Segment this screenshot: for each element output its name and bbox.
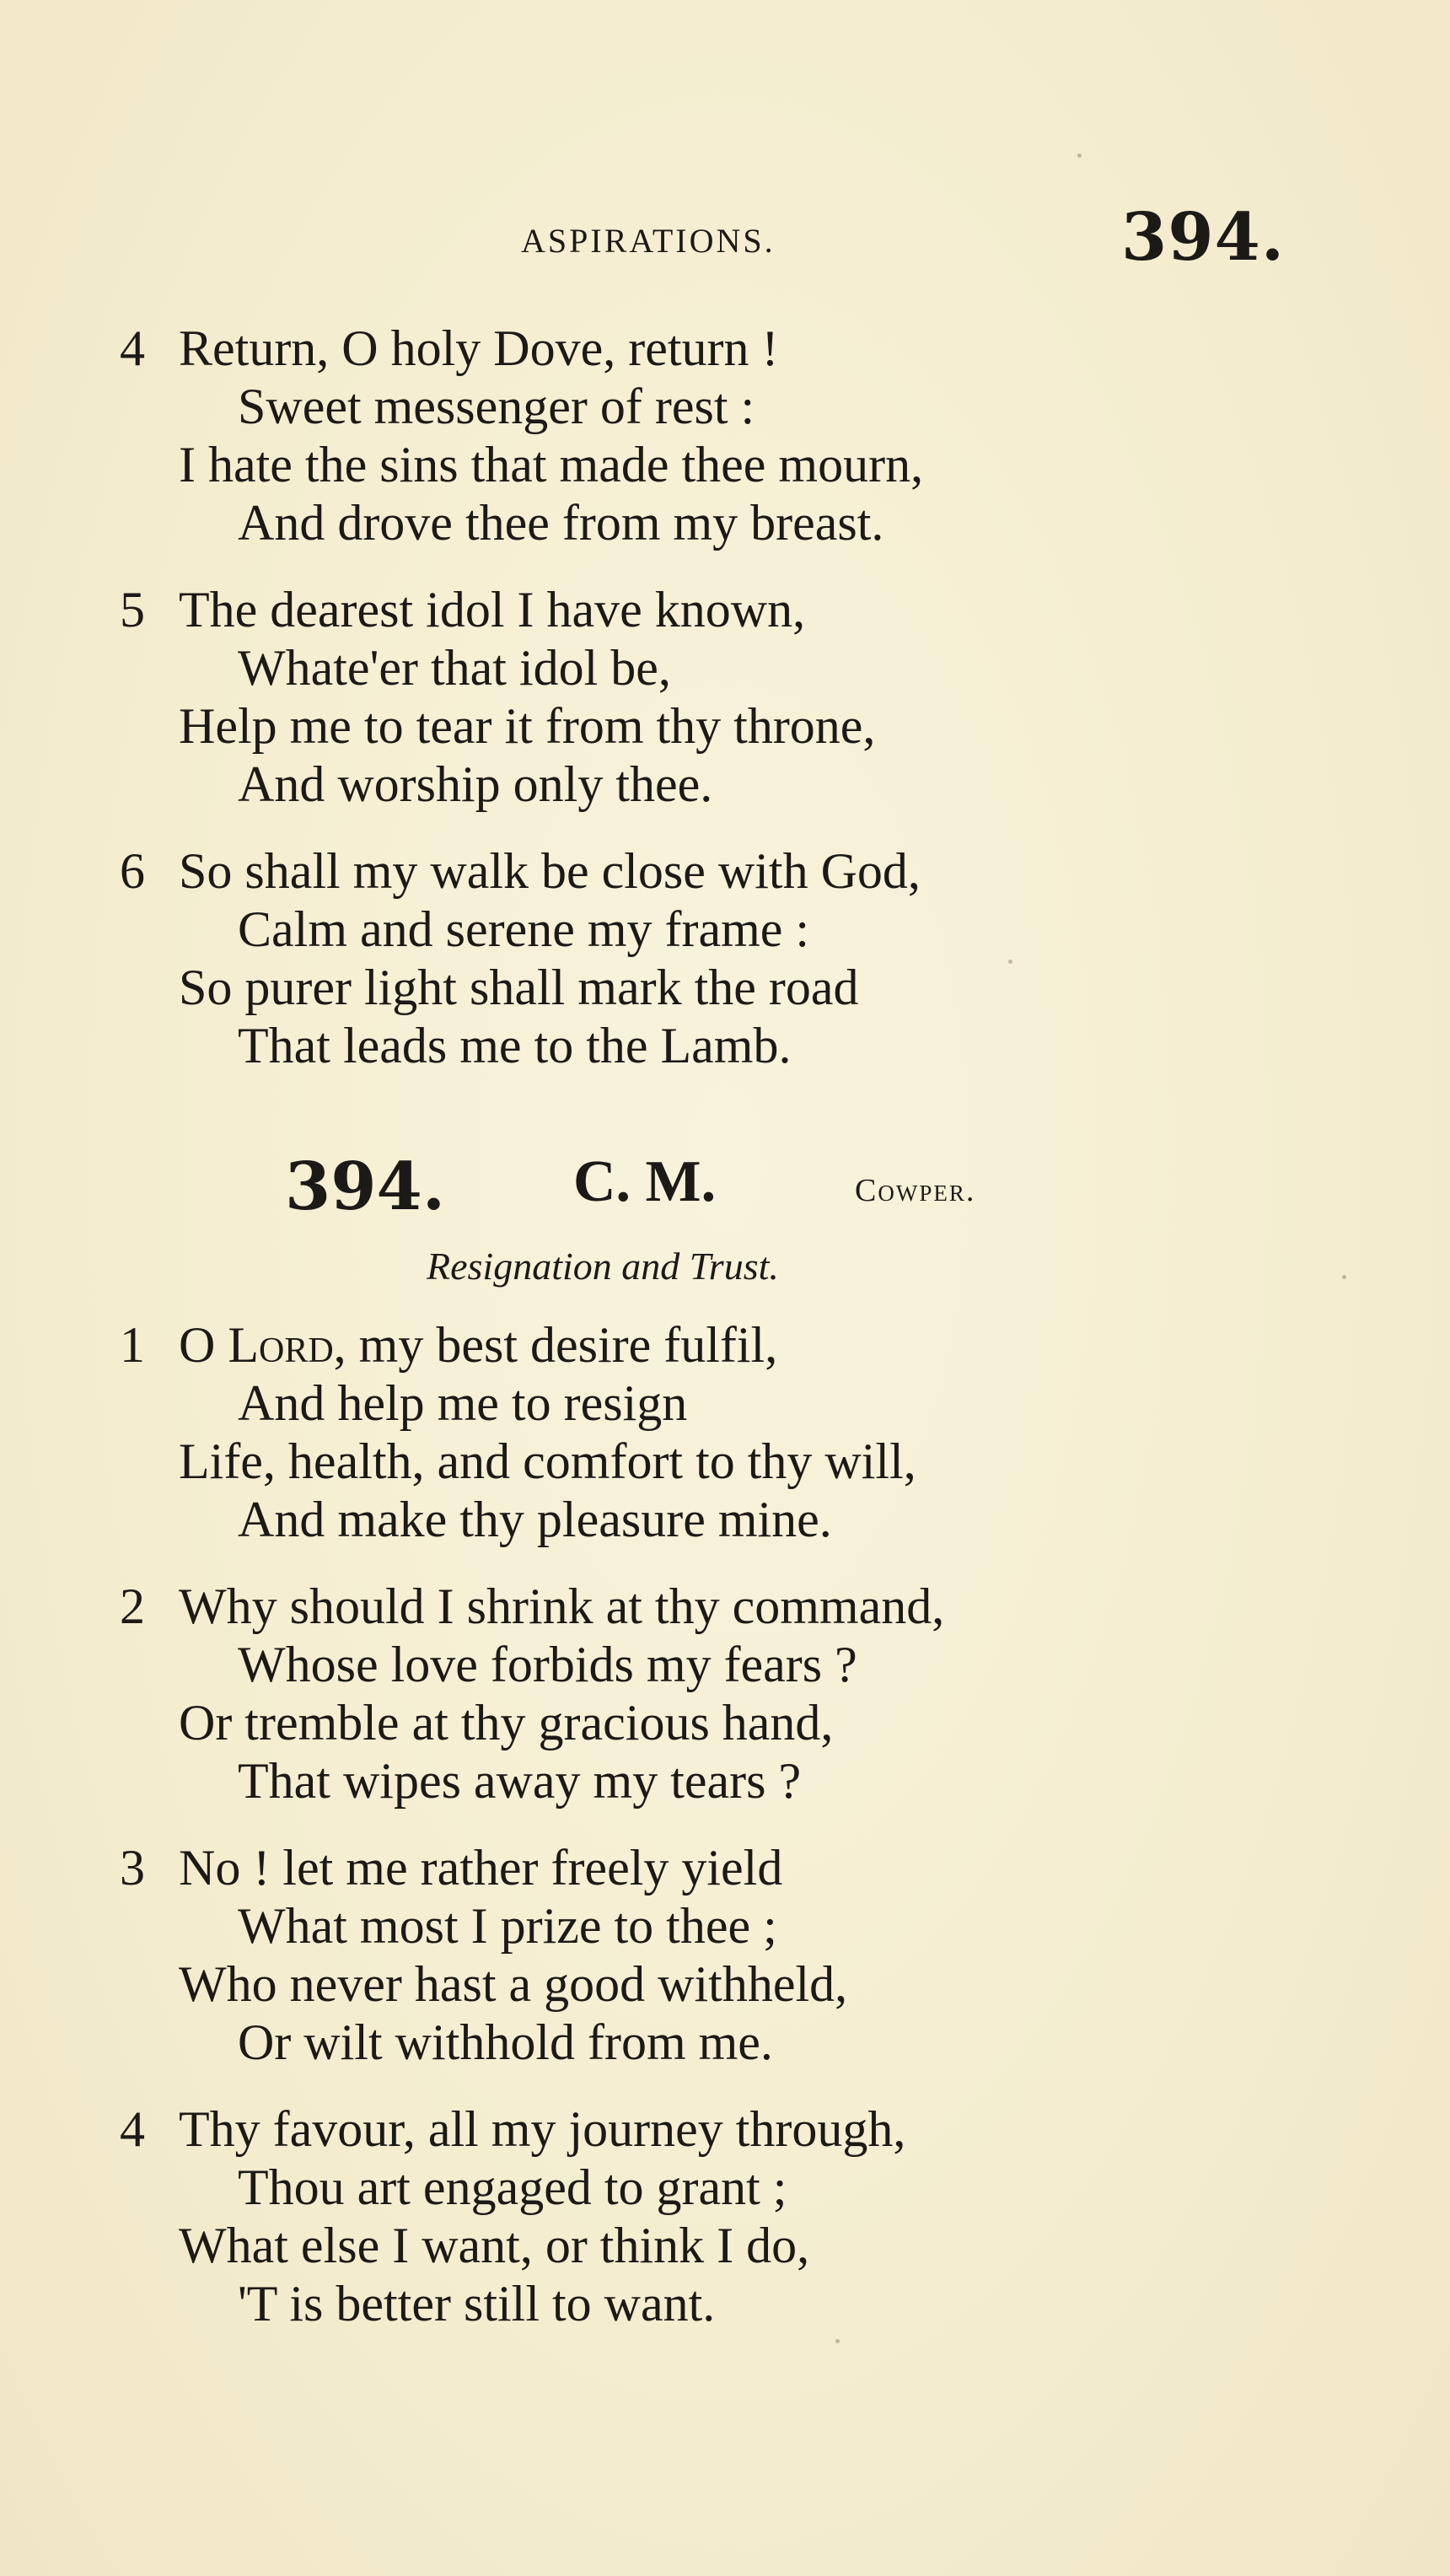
verse-line: Sweet messenger of rest : [238,379,755,434]
verse-line: Or wilt withhold from me. [238,2014,773,2070]
verse-line: Who never hast a good withheld, [179,1956,848,2012]
verse-line: I hate the sins that made thee mourn, [179,437,924,492]
hymn-number: 394. [285,1148,445,1225]
verse-line: 'T is better still to want. [238,2276,716,2331]
verse-line: That leads me to the Lamb. [238,1018,792,1073]
verse-line: What most I prize to thee ; [238,1898,777,1954]
paper-speck [1008,960,1012,964]
verse-line: Calm and serene my frame : [238,901,810,957]
verse-line: No ! let me rather freely yield [179,1840,783,1896]
hymn-subtitle: Resignation and Trust. [427,1245,779,1288]
hymn-author: Cowper. [855,1173,976,1208]
verse-line: So shall my walk be close with God, [179,843,921,899]
verse-line: O Lord, my best desire fulfil, [179,1317,778,1373]
running-head: ASPIRATIONS. [521,222,776,260]
verse-number: 1 [120,1317,145,1373]
page-number: 394. [1121,199,1285,276]
verse-line: Or tremble at thy gracious hand, [179,1695,834,1750]
verse-number: 4 [120,2101,145,2157]
verse-line: And worship only thee. [238,756,713,812]
verse-line: Whose love forbids my fears ? [238,1637,857,1692]
verse-line: That wipes away my tears ? [238,1753,802,1809]
verse-line: Why should I shrink at thy command, [179,1578,945,1634]
verse-number: 3 [120,1840,145,1896]
verse-line: Return, O holy Dove, return ! [179,320,779,376]
verse-line: So purer light shall mark the road [179,960,859,1015]
verse-line: Life, health, and comfort to thy will, [179,1433,916,1489]
hymn-header [0,1148,1450,1225]
paper-speck [1342,1275,1346,1279]
verse-line: And help me to resign [238,1375,688,1431]
verse-number: 4 [120,320,145,376]
verse-number: 2 [120,1578,145,1634]
verse-line: Whate'er that idol be, [238,640,671,696]
verse-line: Help me to tear it from thy throne, [179,698,876,754]
verse-line: The dearest idol I have known, [179,582,806,637]
hymn-meter: C. M. [573,1149,717,1214]
verse-line: And drove thee from my breast. [238,495,884,551]
verse-line: What else I want, or think I do, [179,2218,810,2273]
verse-line: And make thy pleasure mine. [238,1492,832,1547]
lord-smallcaps: Lord [228,1317,334,1373]
verse-line: Thou art engaged to grant ; [238,2159,787,2215]
verse-number: 6 [120,843,145,899]
paper-speck [1077,153,1082,158]
verse-line: Thy favour, all my journey through, [179,2101,906,2157]
paper-speck [835,2339,840,2343]
verse-number: 5 [120,582,145,637]
